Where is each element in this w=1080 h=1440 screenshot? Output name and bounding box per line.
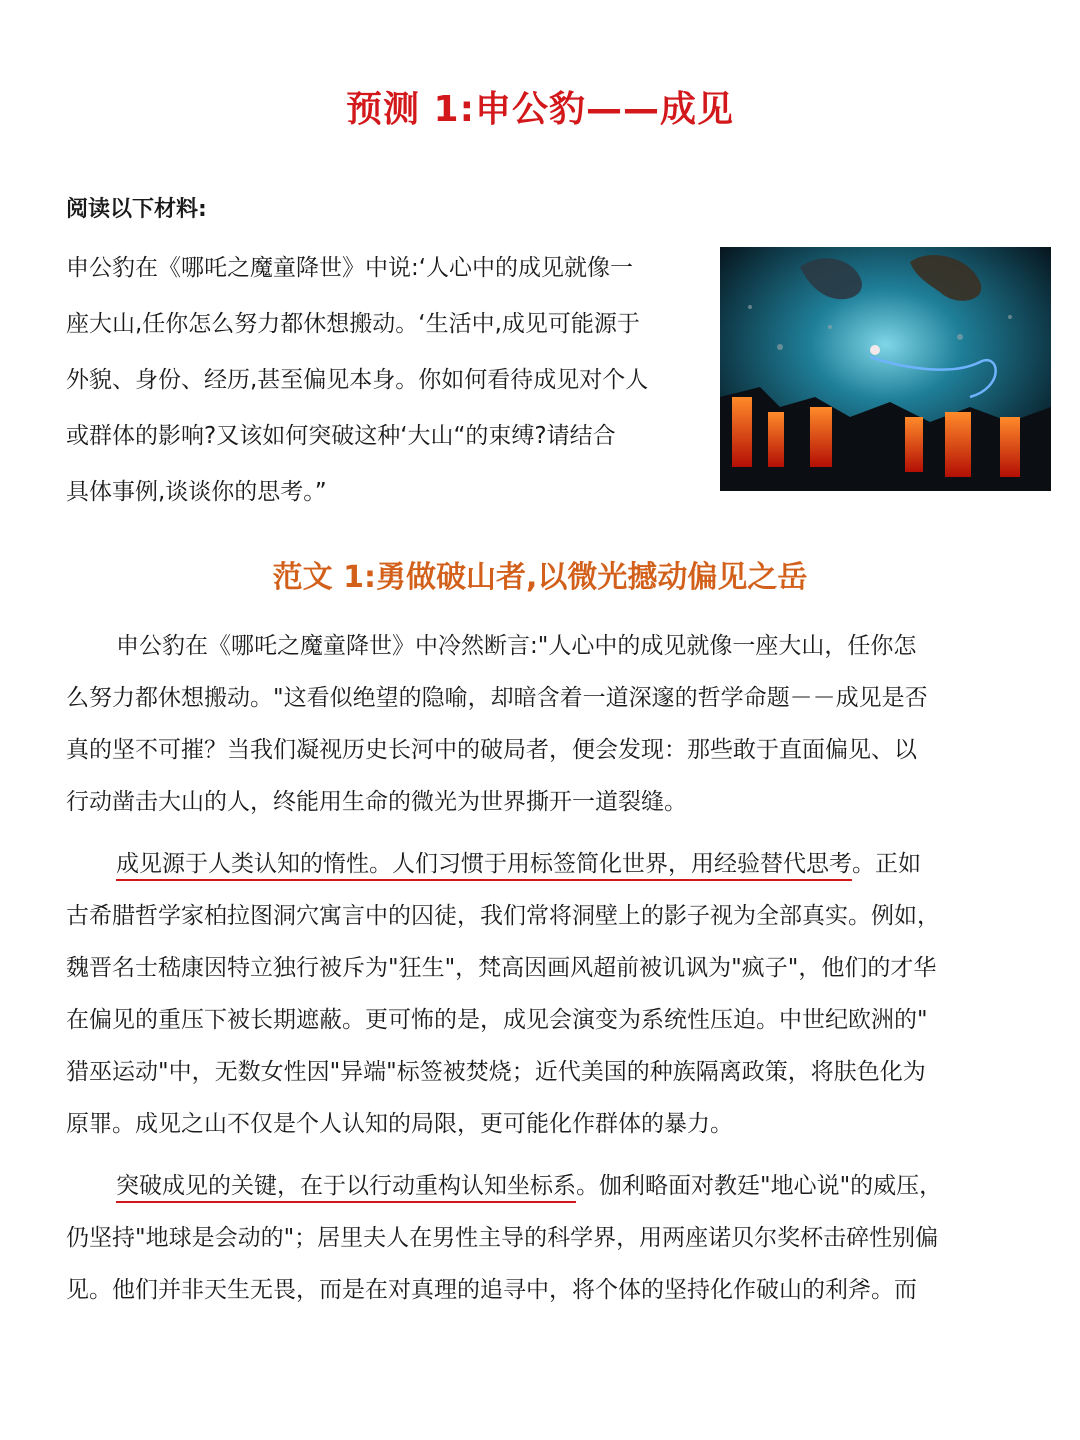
essay-line-rest: 。正如 <box>852 851 921 877</box>
material-text <box>66 240 716 520</box>
material-line: 具体事例,谈谈你的思考。” <box>66 479 327 505</box>
material-line: 座大山,任你怎么努力都休想搬动。‘生活中,成见可能源于 <box>66 311 640 337</box>
essay-line: 真的坚不可摧？当我们凝视历史长河中的破局者，便会发现：那些敢于直面偏见、以 <box>66 737 917 763</box>
essay-paragraph <box>66 1160 1026 1316</box>
essay-paragraph <box>66 838 1026 1150</box>
essay-subtitle: 范文 1:勇做破山者,以微光撼动偏见之岳 <box>272 560 808 595</box>
lava-fall <box>945 412 971 477</box>
lava-fall <box>810 407 832 467</box>
essay-line: 见。他们并非天生无畏，而是在对真理的追寻中，将个体的坚持化作破山的利斧。而 <box>66 1277 917 1303</box>
essay-line: 申公豹在《哪吒之魔童降世》中冷然断言:"人心中的成见就像一座大山，任你怎 <box>116 633 917 659</box>
essay-line: 行动凿击大山的人，终能用生命的微光为世界撕开一道裂缝。 <box>66 789 687 815</box>
underlined-thesis: 成见源于人类认知的惰性。人们习惯于用标签简化世界，用经验替代思考 <box>116 851 852 877</box>
hero-figure-icon <box>870 345 880 355</box>
essay-line: 原罪。成见之山不仅是个人认知的局限，更可能化作群体的暴力。 <box>66 1111 733 1137</box>
essay-line: 仍坚持"地球是会动的"；居里夫人在男性主导的科学界，用两座诺贝尔奖杯击碎性别偏 <box>66 1225 939 1251</box>
essay-line: 魏晋名士嵇康因特立独行被斥为"狂生"，梵高因画风超前被讥讽为"疯子"，他们的才华 <box>66 955 937 981</box>
essay-line: 么努力都休想搬动。"这看似绝望的隐喻，却暗含着一道深邃的哲学命题－－成见是否 <box>66 685 928 711</box>
essay-line: 在偏见的重压下被长期遮蔽。更可怖的是，成见会演变为系统性压迫。中世纪欧洲的" <box>66 1007 928 1033</box>
essay-line: 古希腊哲学家柏拉图洞穴寓言中的囚徒，我们常将洞壁上的影子视为全部真实。例如， <box>66 903 940 929</box>
underlined-thesis: 突破成见的关键，在于以行动重构认知坐标系 <box>116 1173 576 1199</box>
read-material-label: 阅读以下材料: <box>66 197 207 222</box>
essay-line <box>66 1160 1026 1212</box>
essay-body <box>66 620 1026 1316</box>
essay-paragraph <box>66 620 1026 828</box>
essay-line-rest: 。伽利略面对教廷"地心说"的威压， <box>576 1173 943 1199</box>
page-title: 预测 1:申公豹——成见 <box>346 89 734 130</box>
essay-line <box>66 838 1026 890</box>
lava-fall <box>768 412 784 467</box>
material-line: 或群体的影响?又该如何突破这种‘大山“的束缚?请结合 <box>66 423 616 449</box>
lava-fall <box>732 397 752 467</box>
lava-fall <box>1000 417 1020 477</box>
essay-line: 猎巫运动"中，无数女性因"异端"标签被焚烧；近代美国的种族隔离政策，将肤色化为 <box>66 1059 926 1085</box>
lava-fall <box>905 417 923 472</box>
material-line: 外貌、身份、经历,甚至偏见本身。你如何看待成见对个人 <box>66 367 649 393</box>
fantasy-scene-illustration <box>720 247 1051 491</box>
material-line: 申公豹在《哪吒之魔童降世》中说:‘人心中的成见就像一 <box>66 255 634 281</box>
